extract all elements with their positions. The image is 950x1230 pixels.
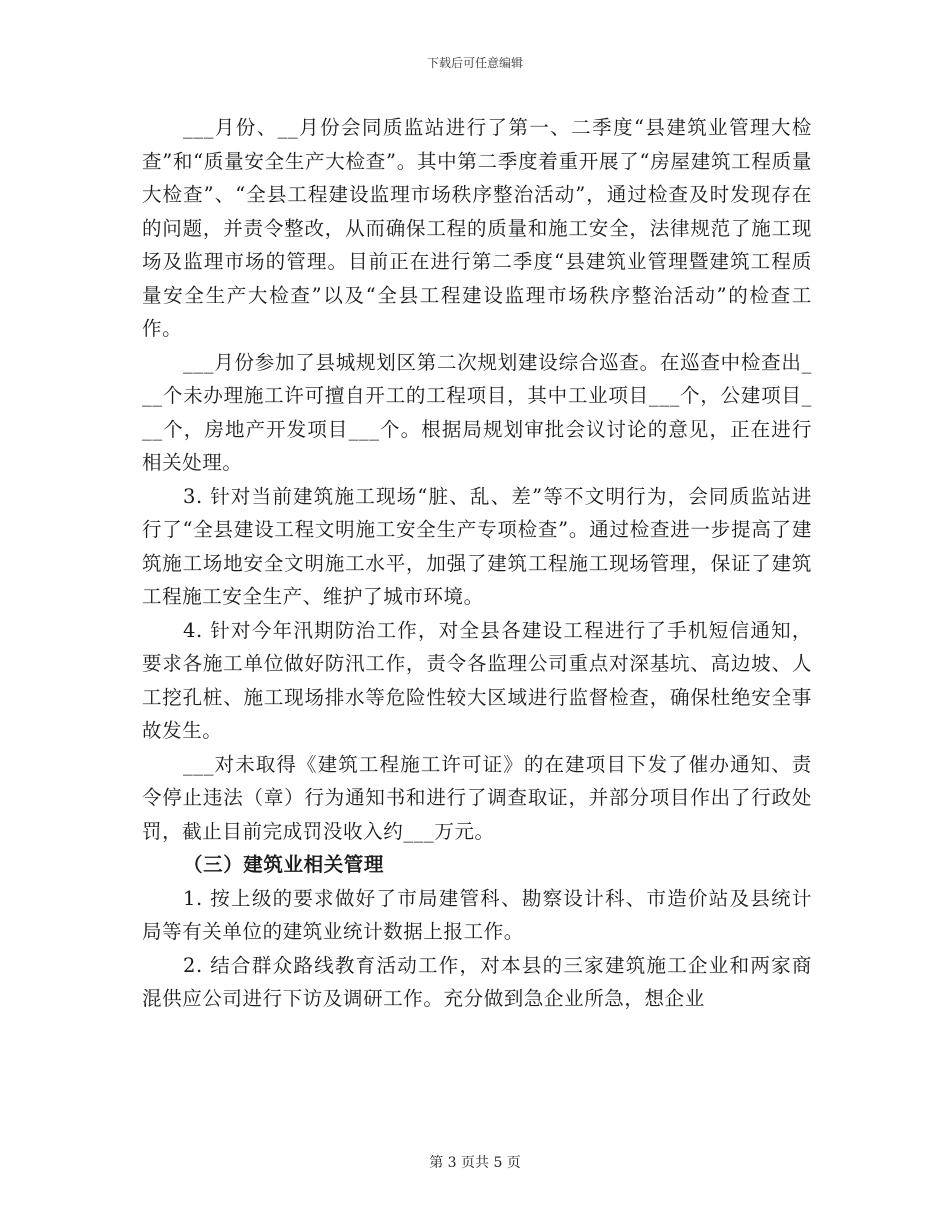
paragraph-civilized-construction: 3. 针对当前建筑施工现场“脏、乱、差”等不文明行为，会同质监站进行了“全县建设工程文明施工安全生产专项检查”。通过检查进一步提高了建筑施工场地安全文明施工水平，加强了建筑工程施工现场管理，保证了建筑工程施工安全生产、维护了城市环境。 — [142, 484, 812, 608]
paragraph-flood-prevention: 4. 针对今年汛期防治工作，对全县各建设工程进行了手机短信通知，要求各施工单位做好防汛工作，责令各监理公司重点对深基坑、高边坡、人工挖孔桩、施工现场排水等危险性较大区域进行监督检查，确保杜绝安全事故发生。 — [142, 618, 812, 742]
document-body — [142, 111, 812, 1016]
section-heading: （三）建筑业相关管理 — [183, 853, 385, 876]
paragraph-enterprise-research: 2. 结合群众路线教育活动工作，对本县的三家建筑施工企业和两家商混供应公司进行下访及调研工作。充分做到急企业所急，想企业 — [142, 953, 812, 1010]
page-header: 下载后可任意编辑 — [426, 56, 523, 70]
paragraph-planning-patrol: ___月份参加了县城规划区第二次规划建设综合巡查。在巡查中检查出___个未办理施工许可擅自开工的工程项目，其中工业项目___个，公建项目___个，房地产开发项目___个。根据局规划审批会议讨论的意见，正在进行相关处理。 — [142, 350, 812, 474]
paragraph-inspection-quarters: ___月份、__月份会同质监站进行了第一、二季度“县建筑业管理大检查”和“质量安全生产大检查”。其中第二季度着重开展了“房屋建筑工程质量大检查”、“全县工程建设监理市场秩序整治活动”，通过检查及时发现存在的问题，并责令整改，从而确保工程的质量和施工安全，法律规范了施工现场及监理市场的管理。目前正在进行第二季度“县建筑业管理暨建筑工程质量安全生产大检查”以及“全县工程建设监理市场秩序整治活动”的检查工作。 — [142, 116, 812, 340]
paragraph-permit-enforcement: ___对未取得《建筑工程施工许可证》的在建项目下发了催办通知、责令停止违法（章）行为通知书和进行了调查取证，并部分项目作出了行政处罚，截止目前完成罚没收入约___万元。 — [142, 752, 812, 843]
page-footer: 第 3 页共 5 页 — [429, 1155, 521, 1171]
paragraph-statistics-report: 1. 按上级的要求做好了市局建管科、勘察设计科、市造价站及县统计局等有关单位的建筑业统计数据上报工作。 — [142, 886, 812, 943]
